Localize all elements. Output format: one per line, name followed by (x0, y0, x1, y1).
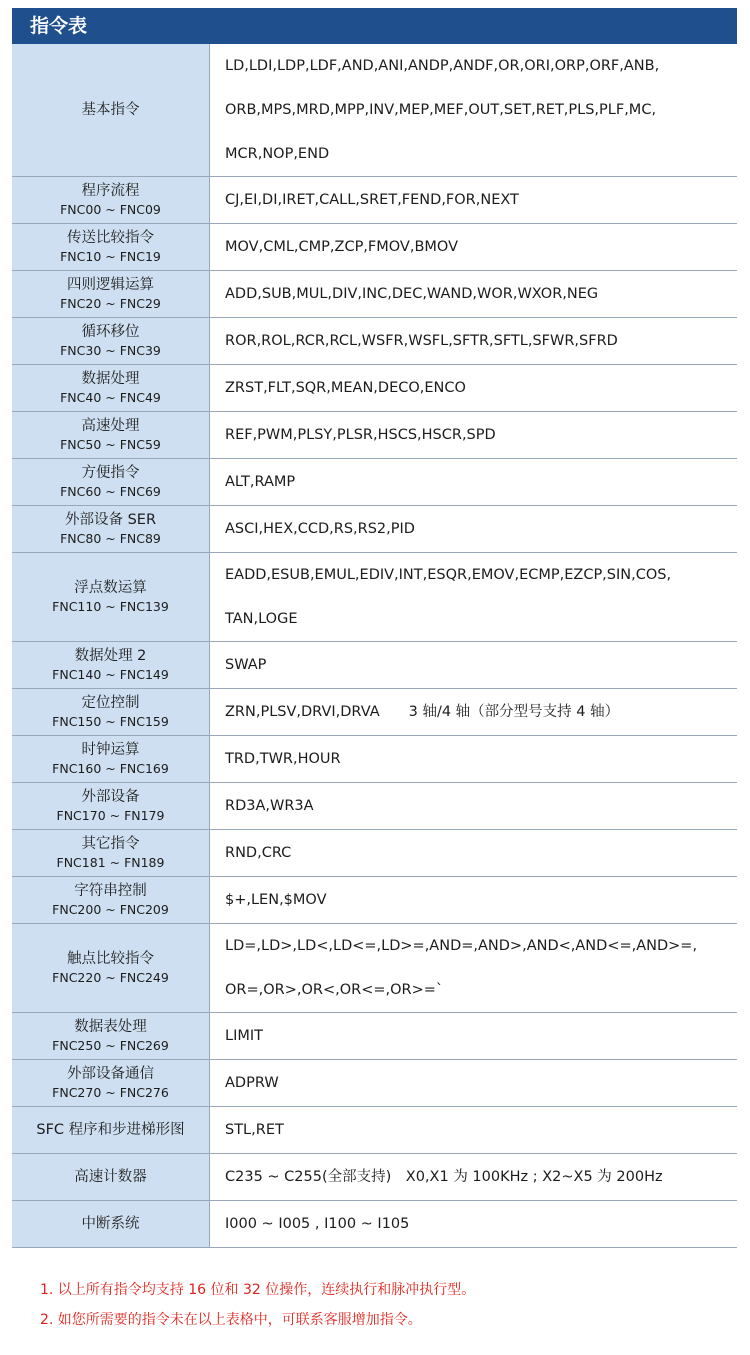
instructions-cell (210, 271, 738, 318)
instructions-cell (210, 459, 738, 506)
table-row (12, 318, 737, 365)
instruction-line: MOV,CML,CMP,ZCP,FMOV,BMOV (225, 239, 458, 255)
category-code: FNC270 ~ FNC276 (52, 1084, 169, 1100)
category-cell (12, 271, 210, 318)
instruction-line: ZRN,PLSV,DRVI,DRVA 3 轴/4 轴（部分型号支持 4 轴） (225, 704, 620, 720)
instructions-cell (210, 783, 738, 830)
category-cell (12, 318, 210, 365)
instructions-cell (210, 1107, 738, 1154)
instruction-table-body (12, 44, 737, 1248)
instructions-cell (210, 1060, 738, 1107)
category-name: 传送比较指令 (67, 229, 154, 246)
category-cell (12, 44, 210, 177)
table-row (12, 365, 737, 412)
table-row (12, 642, 737, 689)
table-row (12, 689, 737, 736)
instructions-cell (210, 177, 738, 224)
category-code: FNC250 ~ FNC269 (52, 1037, 169, 1053)
category-code: FNC110 ~ FNC139 (52, 598, 169, 614)
instruction-line: ASCI,HEX,CCD,RS,RS2,PID (225, 521, 415, 537)
table-row (12, 506, 737, 553)
instructions-cell (210, 689, 738, 736)
category-name: 中断系统 (81, 1215, 140, 1232)
instruction-line: ORB,MPS,MRD,MPP,INV,MEP,MEF,OUT,SET,RET,PLS,PLF,MC, (225, 102, 657, 118)
category-cell (12, 924, 210, 1013)
table-row (12, 271, 737, 318)
instructions-cell (210, 642, 738, 689)
instruction-line: EADD,ESUB,EMUL,EDIV,INT,ESQR,EMOV,ECMP,EZCP,SIN,COS, (225, 567, 672, 583)
category-name: 循环移位 (81, 323, 140, 340)
category-cell (12, 877, 210, 924)
instructions-cell (210, 224, 738, 271)
category-name: 外部设备 (81, 788, 140, 805)
table-row (12, 1154, 737, 1201)
category-name: 时钟运算 (81, 741, 140, 758)
page-title: 指令表 (12, 8, 737, 44)
category-code: FNC30 ~ FNC39 (60, 342, 161, 358)
category-code: FNC40 ~ FNC49 (60, 389, 161, 405)
table-row (12, 224, 737, 271)
note-2: 2. 如您所需要的指令未在以上表格中，可联系客服增加指令。 (40, 1312, 422, 1328)
category-code: FNC160 ~ FNC169 (52, 760, 169, 776)
instruction-line: ADD,SUB,MUL,DIV,INC,DEC,WAND,WOR,WXOR,NEG (225, 286, 599, 302)
instruction-line: C235 ~ C255(全部支持) X0,X1 为 100KHz ; X2~X5 为 200Hz (225, 1169, 663, 1185)
category-code: FNC170 ~ FN179 (56, 807, 165, 823)
instruction-line: LD,LDI,LDP,LDF,AND,ANI,ANDP,ANDF,OR,ORI,ORP,ORF,ANB, (225, 58, 660, 74)
category-code: FNC00 ~ FNC09 (60, 201, 161, 217)
instructions-cell (210, 830, 738, 877)
instructions-cell (210, 1201, 738, 1248)
table-row (12, 830, 737, 877)
category-code: FNC150 ~ FNC159 (52, 713, 169, 729)
instruction-line: TAN,LOGE (225, 611, 298, 627)
table-row (12, 736, 737, 783)
category-cell (12, 1201, 210, 1248)
category-name: 外部设备通信 (67, 1065, 154, 1082)
category-code: FNC10 ~ FNC19 (60, 248, 161, 264)
category-cell (12, 177, 210, 224)
category-code: FNC140 ~ FNC149 (52, 666, 169, 682)
category-cell (12, 689, 210, 736)
category-name: 定位控制 (81, 694, 140, 711)
category-cell (12, 224, 210, 271)
category-cell (12, 553, 210, 642)
instructions-cell (210, 924, 738, 1013)
category-code: FNC220 ~ FNC249 (52, 969, 169, 985)
table-row (12, 877, 737, 924)
instruction-line: CJ,EI,DI,IRET,CALL,SRET,FEND,FOR,NEXT (225, 192, 519, 208)
category-cell (12, 1060, 210, 1107)
table-row (12, 1060, 737, 1107)
category-name: 方便指令 (81, 464, 140, 481)
instructions-cell (210, 412, 738, 459)
category-cell (12, 783, 210, 830)
category-name: 其它指令 (81, 835, 140, 852)
instruction-line: ADPRW (225, 1075, 279, 1091)
instruction-line: RND,CRC (225, 845, 292, 861)
instruction-line: SWAP (225, 657, 267, 673)
instructions-cell (210, 553, 738, 642)
category-name: 外部设备 SER (64, 511, 157, 528)
instructions-cell (210, 44, 738, 177)
category-cell (12, 459, 210, 506)
category-name: 数据处理 (81, 370, 140, 387)
instruction-line: I000 ~ I005 , I100 ~ I105 (225, 1216, 410, 1232)
category-name: 高速处理 (81, 417, 140, 434)
table-row (12, 44, 737, 177)
category-name: 浮点数运算 (74, 579, 147, 596)
instructions-cell (210, 1154, 738, 1201)
category-cell (12, 412, 210, 459)
instruction-line: $+,LEN,$MOV (225, 892, 327, 908)
instructions-cell (210, 877, 738, 924)
category-cell (12, 365, 210, 412)
category-cell (12, 1013, 210, 1060)
table-row (12, 1013, 737, 1060)
instruction-line: MCR,NOP,END (225, 146, 330, 162)
note-1: 1. 以上所有指令均支持 16 位和 32 位操作，连续执行和脉冲执行型。 (40, 1282, 476, 1298)
category-code: FNC60 ~ FNC69 (60, 483, 161, 499)
category-code: FNC20 ~ FNC29 (60, 295, 161, 311)
category-cell (12, 1154, 210, 1201)
instruction-line: LD=,LD>,LD<,LD<=,LD>=,AND=,AND>,AND<,AND<=,AND>=, (225, 938, 698, 954)
instructions-cell (210, 1013, 738, 1060)
category-code: FNC50 ~ FNC59 (60, 436, 161, 452)
notes (40, 1275, 475, 1335)
instruction-line: REF,PWM,PLSY,PLSR,HSCS,HSCR,SPD (225, 427, 496, 443)
table-row (12, 553, 737, 642)
category-name: SFC 程序和步进梯形图 (36, 1121, 185, 1138)
category-name: 数据表处理 (74, 1018, 147, 1035)
category-name: 数据处理 2 (74, 647, 147, 664)
category-cell (12, 830, 210, 877)
table-row (12, 783, 737, 830)
instruction-line: LIMIT (225, 1028, 263, 1044)
category-name: 高速计数器 (74, 1168, 147, 1185)
category-name: 基本指令 (81, 101, 140, 118)
instructions-cell (210, 318, 738, 365)
instructions-cell (210, 736, 738, 783)
instruction-line: ZRST,FLT,SQR,MEAN,DECO,ENCO (225, 380, 466, 396)
instructions-cell (210, 506, 738, 553)
category-name: 程序流程 (81, 182, 140, 199)
table-row (12, 1201, 737, 1248)
category-cell (12, 1107, 210, 1154)
table-row (12, 1107, 737, 1154)
instructions-cell (210, 365, 738, 412)
category-cell (12, 736, 210, 783)
instruction-line: STL,RET (225, 1122, 284, 1138)
table-row (12, 459, 737, 506)
table-row (12, 177, 737, 224)
category-cell (12, 506, 210, 553)
category-name: 触点比较指令 (67, 950, 154, 967)
instruction-line: OR=,OR>,OR<,OR<=,OR>=` (225, 982, 444, 998)
category-name: 字符串控制 (74, 882, 147, 899)
category-code: FNC181 ~ FN189 (56, 854, 165, 870)
table-row (12, 412, 737, 459)
category-code: FNC80 ~ FNC89 (60, 530, 161, 546)
instruction-line: ALT,RAMP (225, 474, 296, 490)
category-name: 四则逻辑运算 (67, 276, 154, 293)
category-cell (12, 642, 210, 689)
instruction-table (12, 44, 737, 1248)
instruction-line: RD3A,WR3A (225, 798, 314, 814)
category-code: FNC200 ~ FNC209 (52, 901, 169, 917)
table-row (12, 924, 737, 1013)
instruction-line: ROR,ROL,RCR,RCL,WSFR,WSFL,SFTR,SFTL,SFWR,SFRD (225, 333, 618, 349)
instruction-line: TRD,TWR,HOUR (225, 751, 341, 767)
